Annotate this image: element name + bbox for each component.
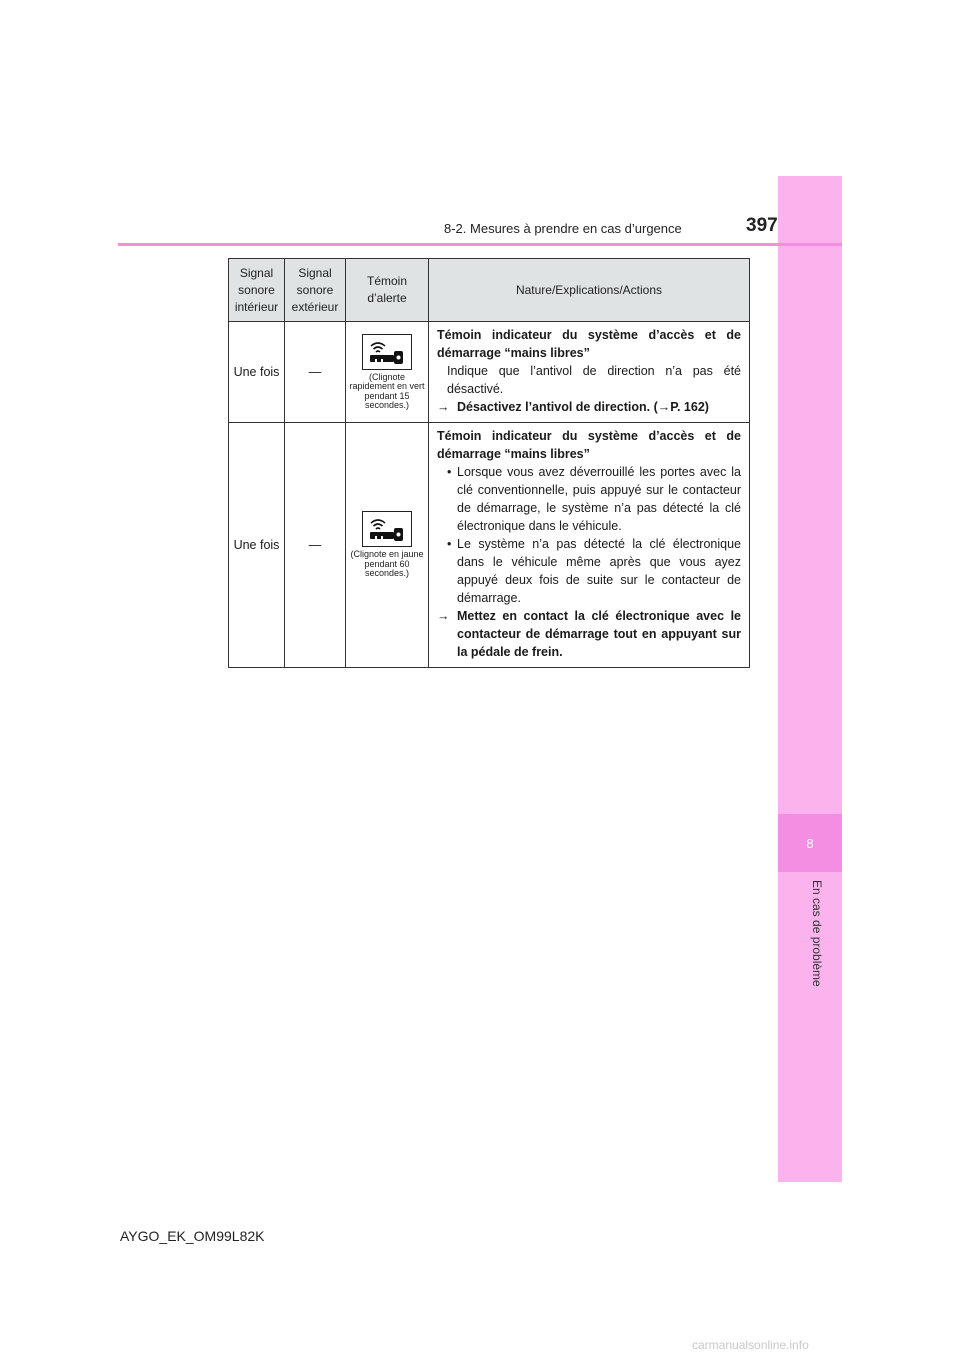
chapter-number-tab[interactable] (778, 814, 842, 872)
list-item: • Le système n’a pas détecté la clé électronique dans le véhicule même après que vous ayez appuyé deux fois de suite sur le contacteur de démarrage. (437, 535, 741, 607)
list-item: • Lorsque vous avez déverrouillé les portes avec la clé conventionnelle, puis appuyé sur le contacteur de démarrage, le système n’a pas détecté la clé électronique dans le véhicule. (437, 463, 741, 535)
warning-light-caption: (Clignote rapidement en vert pendant 15 secondes.) (349, 371, 425, 410)
smart-key-warning-icon (362, 334, 412, 370)
indicator-action (437, 398, 741, 416)
exterior-buzzer-cell (285, 423, 346, 668)
interior-buzzer-cell: Une fois (229, 423, 285, 668)
table-header-row (229, 259, 750, 322)
header-details: Nature/Explications/Actions (429, 259, 750, 322)
indicator-explanation: Indique que l’antivol de direction n’a pas été désactivé. (447, 364, 741, 396)
table-row (229, 322, 750, 423)
details-cell (429, 322, 750, 423)
header-divider (118, 243, 842, 246)
details-cell (429, 423, 750, 668)
action-arrow: → (437, 400, 450, 414)
page-number: 397 (746, 215, 778, 236)
interior-buzzer-cell: Une fois (229, 322, 285, 423)
action-text: Désactivez l’antivol de direction. (→P. 162) (457, 400, 709, 414)
header-warning-light: Témoin d’alerte (346, 259, 429, 322)
chapter-side-tab (778, 176, 842, 1182)
watermark[interactable]: carmanualsonline.info (692, 1338, 809, 1352)
header-exterior-buzzer: Signal sonore extérieur (285, 259, 346, 322)
exterior-buzzer-value: — (308, 538, 322, 552)
manual-code: AYGO_EK_OM99L82K (120, 1228, 265, 1244)
cause-list (437, 463, 741, 607)
warning-indicator-table (228, 258, 750, 668)
indicator-title: Témoin indicateur du système d’accès et de démarrage “mains libres” (437, 328, 741, 360)
indicator-title: Témoin indicateur du système d’accès et de démarrage “mains libres” (437, 429, 741, 461)
chapter-number: 8 (806, 835, 814, 851)
exterior-buzzer-cell (285, 322, 346, 423)
warning-light-cell (346, 423, 429, 668)
smart-key-warning-icon (362, 511, 412, 547)
warning-light-cell (346, 322, 429, 423)
action-arrow: → (437, 609, 450, 623)
chapter-title: En cas de problème (810, 880, 824, 987)
header-interior-buzzer: Signal sonore intérieur (229, 259, 285, 322)
indicator-action (437, 607, 741, 661)
table-row (229, 423, 750, 668)
section-title: 8-2. Mesures à prendre en cas d’urgence (444, 221, 682, 236)
warning-light-caption: (Clignote en jaune pendant 60 secondes.) (350, 549, 424, 579)
exterior-buzzer-value: — (308, 365, 322, 379)
action-text: Mettez en contact la clé électronique avec le contacteur de démarrage tout en appuyant sur la pédale de frein. (457, 609, 741, 659)
